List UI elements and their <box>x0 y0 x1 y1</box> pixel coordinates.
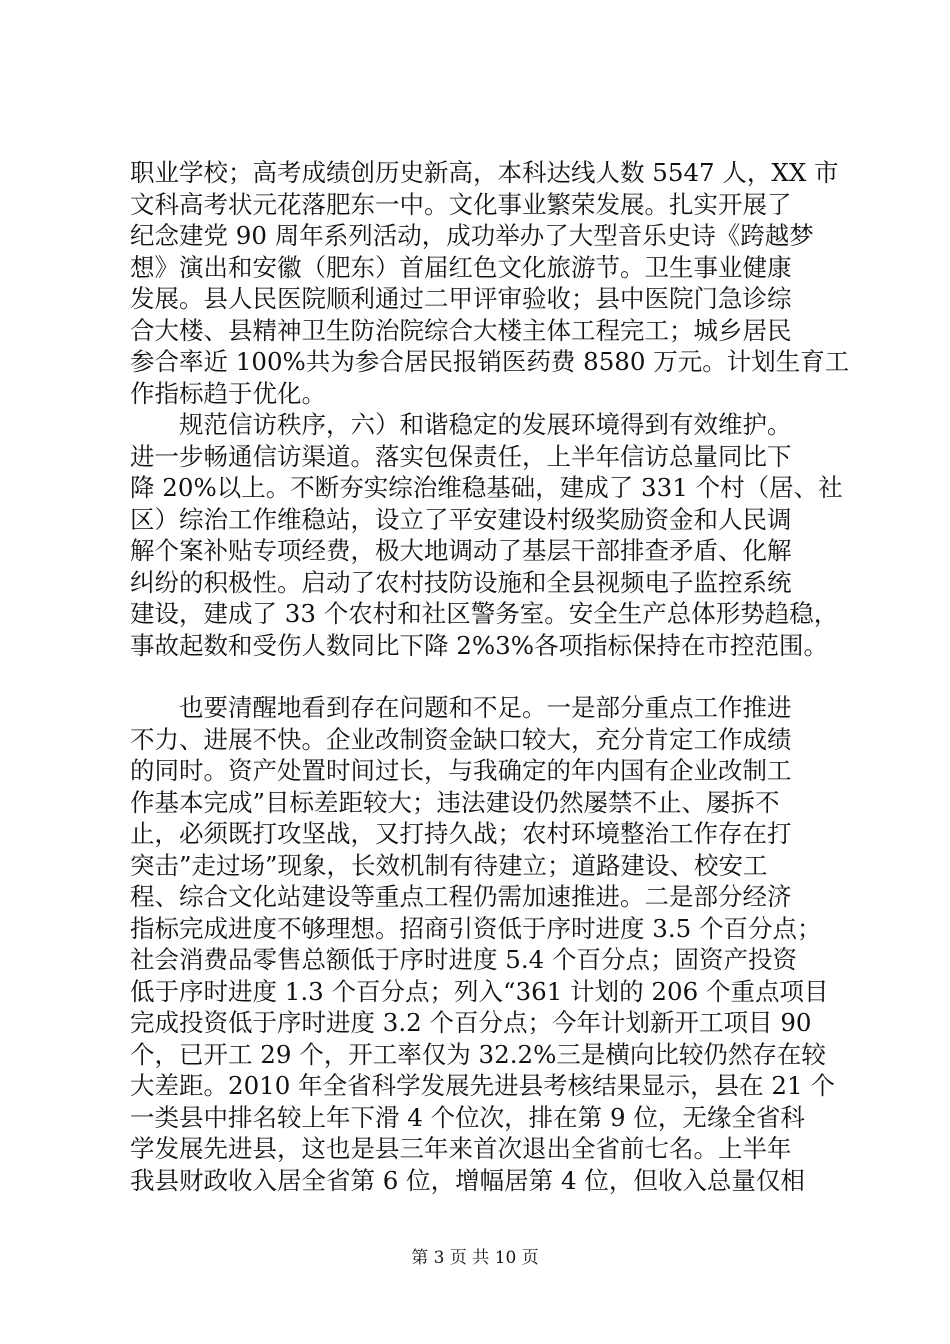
text-line: 事故起数和受伤人数同比下降 2%3%各项指标保持在市控范围。 <box>130 630 829 660</box>
text-line: 学发展先进县，这也是县三年来首次退出全省前七名。上半年 <box>130 1134 792 1163</box>
text-line: 纠纷的积极性。启动了农村技防设施和全县视频电子监控系统 <box>130 567 792 597</box>
text-line: 社会消费品零售总额低于序时进度 5.4 个百分点；固资产投资 <box>130 945 798 974</box>
paragraph-2 <box>130 409 843 661</box>
text-line: 纪念建党 90 周年系列活动，成功举办了大型音乐史诗《跨越梦 <box>130 221 814 250</box>
text-line: 发展。县人民医院顺利通过二甲评审验收；县中医院门急诊综 <box>130 284 792 313</box>
text-line: 参合率近 100%共为参合居民报销医药费 8580 万元。计划生育工 <box>130 347 850 376</box>
page-number-footer: 第 3 页 共 10 页 <box>411 1248 539 1268</box>
text-line: 规范信访秩序，六）和谐稳定的发展环境得到有效维护。 <box>130 410 792 439</box>
text-line: 文科高考状元花落肥东一中。文化事业繁荣发展。扎实开展了 <box>130 189 792 219</box>
text-line: 我县财政收入居全省第 6 位，增幅居第 4 位，但收入总量仅相 <box>130 1165 805 1195</box>
text-line: 职业学校；高考成绩创历史新高，本科达线人数 5547 人，XX 市 <box>130 158 839 187</box>
paragraph-3 <box>130 692 835 1196</box>
text-line: 进一步畅通信访渠道。落实包保责任，上半年信访总量同比下 <box>130 441 792 471</box>
document-body <box>130 157 850 1196</box>
text-line: 不力、进展不快。企业改制资金缺口较大，充分肯定工作成绩 <box>130 724 792 754</box>
text-line: 合大楼、县精神卫生防治院综合大楼主体工程完工；城乡居民 <box>130 315 792 345</box>
text-line: 大差距。2010 年全省科学发展先进县考核结果显示，县在 21 个 <box>130 1071 835 1100</box>
text-line: 指标完成进度不够理想。招商引资低于序时进度 3.5 个百分点； <box>130 913 822 943</box>
text-line: 解个案补贴专项经费，极大地调动了基层干部排查矛盾、化解 <box>130 536 792 565</box>
text-line: 也要清醒地看到存在问题和不足。一是部分重点工作推进 <box>130 693 792 722</box>
text-line: 想》演出和安徽（肥东）首届红色文化旅游节。卫生事业健康 <box>130 252 792 282</box>
text-line: 区）综治工作维稳站，设立了平安建设村级奖励资金和人民调 <box>130 504 792 534</box>
text-line: 完成投资低于序时进度 3.2 个百分点；今年计划新开工项目 90 <box>130 1008 812 1037</box>
text-line: 低于序时进度 1.3 个百分点；列入“361 计划的 206 个重点项目 <box>130 976 829 1006</box>
text-line: 程、综合文化站建设等重点工程仍需加速推进。二是部分经济 <box>130 882 792 911</box>
text-line: 建设，建成了 33 个农村和社区警务室。安全生产总体形势趋稳， <box>130 599 839 628</box>
text-line: 作指标趋于优化。 <box>130 378 326 408</box>
text-line: 突击”走过场”现象，长效机制有待建立；道路建设、校安工 <box>130 850 768 880</box>
text-line: 个，已开工 29 个，开工率仅为 32.2%三是横向比较仍然存在较 <box>130 1039 826 1069</box>
text-line: 作基本完成”目标差距较大；违法建设仍然屡禁不止、屡拆不 <box>130 787 780 817</box>
text-line: 降 20%以上。不断夯实综治维稳基础，建成了 331 个村（居、社 <box>130 473 843 502</box>
text-line: 的同时。资产处置时间过长，与我确定的年内国有企业改制工 <box>130 756 792 785</box>
text-line: 一类县中排名较上年下滑 4 个位次，排在第 9 位，无缘全省科 <box>130 1102 805 1132</box>
paragraph-1 <box>130 157 850 409</box>
text-line: 止，必须既打攻坚战，又打持久战；农村环境整治工作存在打 <box>130 819 792 848</box>
